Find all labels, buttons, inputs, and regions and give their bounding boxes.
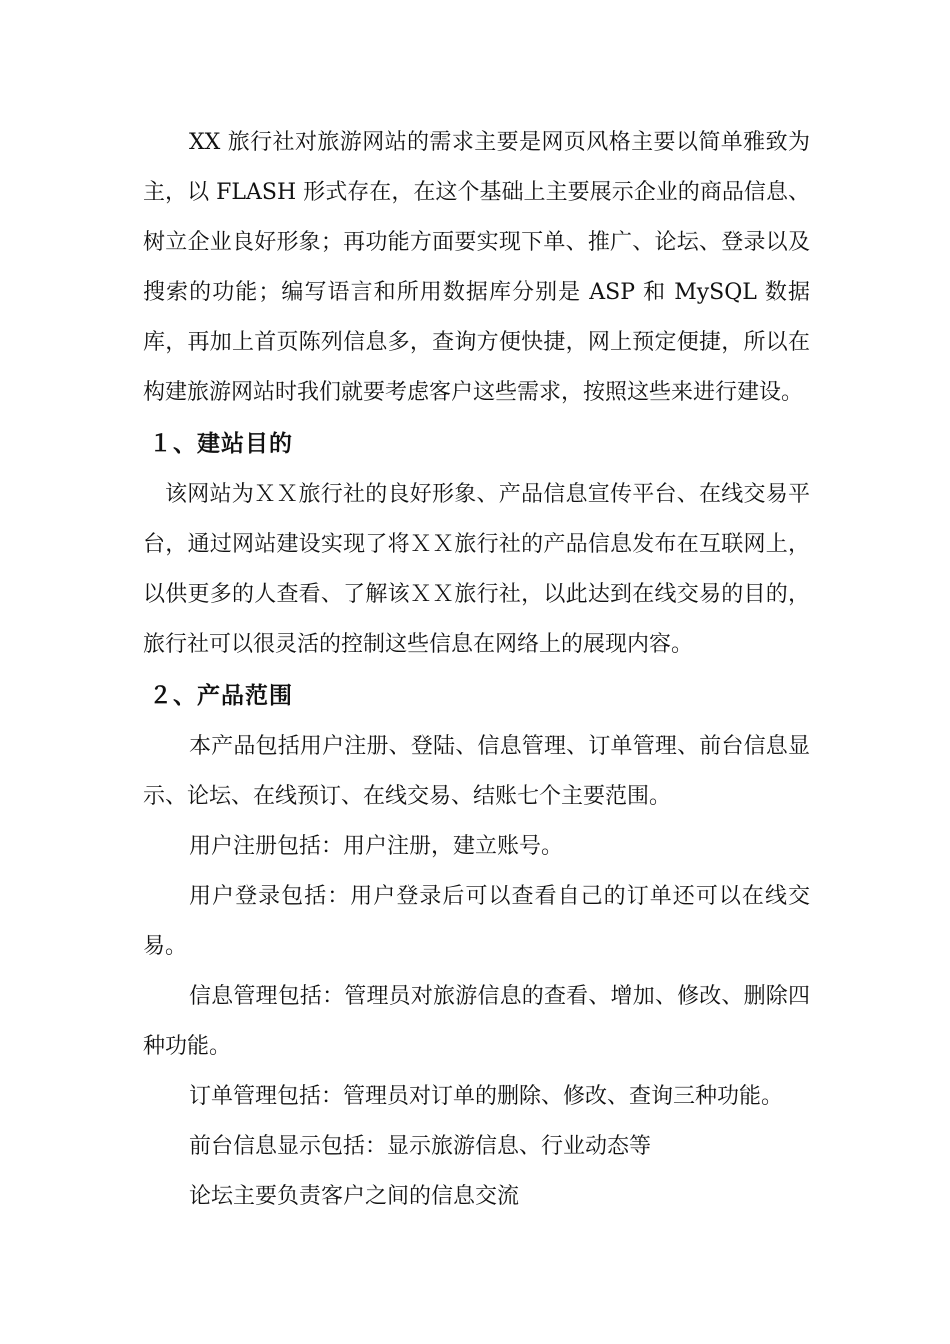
section-1-body: 该网站为ＸＸ旅行社的良好形象、产品信息宣传平台、在线交易平台，通过网站建设实现了将ＸＸ旅行社的产品信息发布在互联网上，以供更多的人查看、了解该ＸＸ旅行社，以此达到在线交易的目的，旅行社可以很灵活的控制这些信息在网络上的展现内容。 <box>143 482 810 657</box>
intro-paragraph: XX 旅行社对旅游网站的需求主要是网页风格主要以简单雅致为主，以 FLASH 形式存在，在这个基础上主要展示企业的商品信息、树立企业良好形象；再功能方面要实现下单、推广、论坛、登录以及搜索的功能；编写语言和所用数据库分别是 ASP 和 MySQL 数据库，再加上首页陈列信息多，查询方便快捷，网上预定便捷，所以在构建旅游网站时我们就要考虑客户这些需求，按照这些来进行建设。 <box>143 130 810 405</box>
forum-paragraph: 论坛主要负责客户之间的信息交流 <box>189 1184 520 1209</box>
frontend-display-paragraph: 前台信息显示包括：显示旅游信息、行业动态等 <box>189 1134 652 1159</box>
section-2-heading: ２、产品范围 <box>149 682 293 709</box>
product-scope-paragraph: 本产品包括用户注册、登陆、信息管理、订单管理、前台信息显示、论坛、在线预订、在线交易、结账七个主要范围。 <box>143 734 810 809</box>
info-management-paragraph: 信息管理包括：管理员对旅游信息的查看、增加、修改、删除四种功能。 <box>143 984 810 1059</box>
document-page <box>143 118 810 1222</box>
user-registration-paragraph: 用户注册包括：用户注册，建立账号。 <box>189 834 564 859</box>
user-login-paragraph: 用户登录包括：用户登录后可以查看自己的订单还可以在线交易。 <box>143 884 810 959</box>
order-management-paragraph: 订单管理包括：管理员对订单的删除、修改、查询三种功能。 <box>189 1084 784 1109</box>
section-1-heading: １、建站目的 <box>149 430 293 457</box>
